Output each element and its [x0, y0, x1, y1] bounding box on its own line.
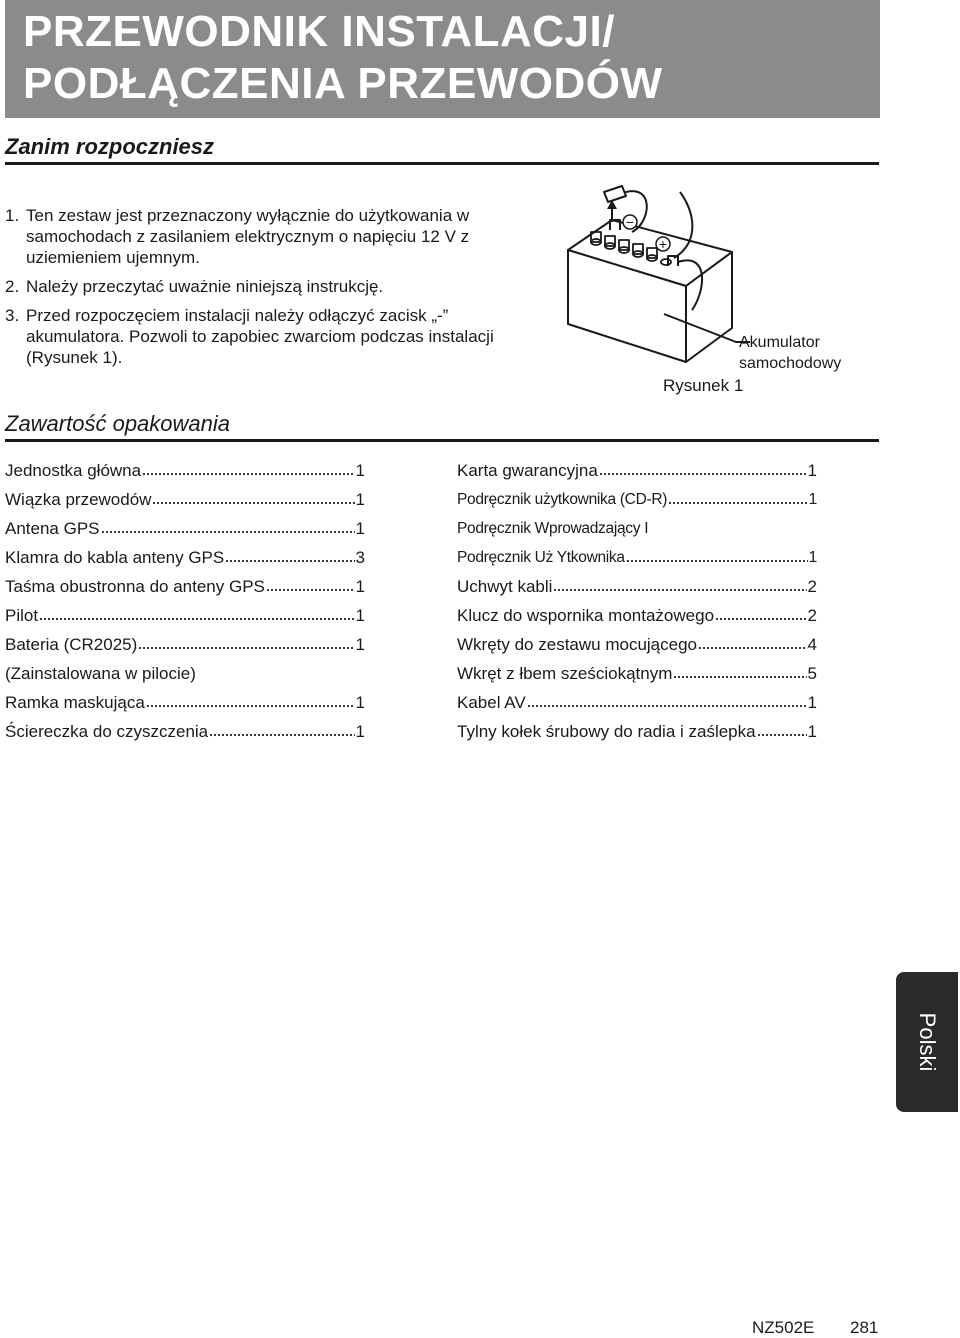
item-name: Pilot [5, 605, 39, 625]
list-item [457, 601, 817, 630]
item-quantity: 4 [807, 634, 817, 654]
item-name: Taśma obustronna do anteny GPS [5, 576, 265, 596]
dot-leader [209, 733, 354, 737]
step-item [5, 305, 525, 368]
item-quantity: 2 [807, 605, 817, 625]
item-quantity: 1 [355, 460, 365, 480]
item-name: Wkręty do zestawu mocującego [457, 634, 697, 654]
dot-leader [527, 704, 807, 708]
item-name: Karta gwarancyjna [457, 460, 598, 480]
dot-leader [138, 646, 354, 650]
item-name: Klucz do wspornika montażowego [457, 605, 715, 625]
item-name: Ramka maskująca [5, 692, 145, 712]
list-item [457, 572, 817, 601]
item-name: Kabel AV [457, 692, 526, 712]
step-item [5, 276, 525, 297]
dot-leader [757, 733, 807, 737]
step-text: Należy przeczytać uważnie niniejszą instrukcję. [26, 277, 384, 296]
item-quantity: 1 [355, 576, 365, 596]
list-item [5, 717, 365, 746]
page-title-line-2: PODŁĄCZENIA PRZEWODÓW [23, 59, 663, 108]
language-tab-label: Polski [915, 1012, 940, 1072]
dot-leader [142, 472, 354, 476]
item-quantity: 1 [808, 490, 817, 508]
item-quantity: 5 [807, 663, 817, 683]
item-name: Jednostka główna [5, 460, 142, 480]
dot-leader [146, 704, 355, 708]
step-number: 2. [5, 277, 20, 296]
item-quantity: 1 [807, 692, 817, 712]
list-item [5, 688, 365, 717]
step-number: 3. [5, 306, 20, 325]
minus-symbol-icon [623, 214, 637, 230]
item-quantity: 1 [807, 721, 817, 741]
item-quantity: 1 [807, 460, 817, 480]
item-name: Antena GPS [5, 518, 100, 538]
list-item [5, 485, 365, 514]
dot-leader [715, 617, 807, 621]
steps-list [5, 205, 525, 376]
item-quantity: 1 [355, 605, 365, 625]
item-quantity: 3 [355, 547, 365, 567]
negative-connector [604, 186, 626, 202]
list-item [457, 659, 817, 688]
lift-arrow-icon [607, 200, 617, 222]
list-item [5, 601, 365, 630]
item-name: Podręcznik Wprowadzający I [457, 519, 649, 537]
list-item [457, 630, 817, 659]
item-name: Ściereczka do czyszczenia [5, 721, 209, 741]
section-heading-before-start: Zanim rozpoczniesz [5, 134, 879, 165]
item-name: Podręcznik użytkownika (CD-R) [457, 490, 668, 508]
item-quantity: 1 [355, 518, 365, 538]
dot-leader [599, 472, 807, 476]
item-name: Uchwyt kabli [457, 576, 553, 596]
list-item [457, 717, 817, 746]
language-tab [896, 972, 958, 1112]
item-quantity: 2 [807, 576, 817, 596]
plus-symbol: + [658, 236, 668, 252]
step-text: Ten zestaw jest przeznaczony wyłącznie do użytkowania w samochodach z zasilaniem elektrycznym o napięciu 12 V z uziemieniem ujemnym. [26, 206, 470, 267]
item-name: (Zainstalowana w pilocie) [5, 663, 196, 683]
dot-leader [266, 588, 355, 592]
figure-caption: Rysunek 1 [663, 376, 744, 395]
list-item [5, 630, 365, 659]
dot-leader [698, 646, 807, 650]
item-name: Tylny kołek śrubowy do radia i zaślepka [457, 721, 756, 741]
list-item [457, 485, 817, 514]
package-list-left [5, 456, 365, 746]
list-item-note [457, 514, 817, 543]
step-item [5, 205, 525, 268]
dot-leader [225, 559, 354, 563]
item-name: Klamra do kabla anteny GPS [5, 547, 225, 567]
dot-leader [626, 559, 808, 563]
page-number: 281 [850, 1318, 879, 1337]
step-number: 1. [5, 206, 20, 225]
page-title-line-1: PRZEWODNIK INSTALACJI/ [23, 7, 615, 56]
item-quantity: 1 [355, 692, 365, 712]
item-quantity: 1 [355, 721, 365, 741]
dot-leader [39, 617, 354, 621]
list-item-note [5, 659, 365, 688]
section-heading-package-contents: Zawartość opakowania [5, 411, 879, 442]
item-quantity: 1 [355, 489, 365, 509]
dot-leader [668, 501, 808, 505]
step-text: Przed rozpoczęciem instalacji należy odłączyć zacisk „-” akumulatora. Pozwoli to zapobiec zwarciom podczas instalacji (Rysunek 1). [26, 306, 494, 367]
footer-model: NZ502E [752, 1318, 815, 1337]
list-item [457, 688, 817, 717]
item-quantity: 1 [808, 548, 817, 566]
minus-symbol: − [625, 214, 635, 230]
list-item [457, 543, 817, 572]
list-item [5, 456, 365, 485]
item-name: Podręcznik Uż Ytkownika [457, 548, 625, 566]
list-item [5, 572, 365, 601]
title-band [5, 0, 880, 118]
package-list-right [457, 456, 817, 746]
dot-leader [101, 530, 355, 534]
item-name: Bateria (CR2025) [5, 634, 138, 654]
plus-symbol-icon [656, 236, 670, 252]
dot-leader [673, 675, 806, 679]
dot-leader [152, 501, 354, 505]
item-quantity: 1 [355, 634, 365, 654]
list-item [457, 456, 817, 485]
figure-label-line-1: Akumulator [739, 334, 820, 351]
dot-leader [553, 588, 806, 592]
list-item [5, 514, 365, 543]
item-name: Wkręt z łbem sześciokątnym [457, 663, 673, 683]
list-item [5, 543, 365, 572]
figure-label-line-2: samochodowy [739, 355, 842, 372]
item-name: Wiązka przewodów [5, 489, 152, 509]
